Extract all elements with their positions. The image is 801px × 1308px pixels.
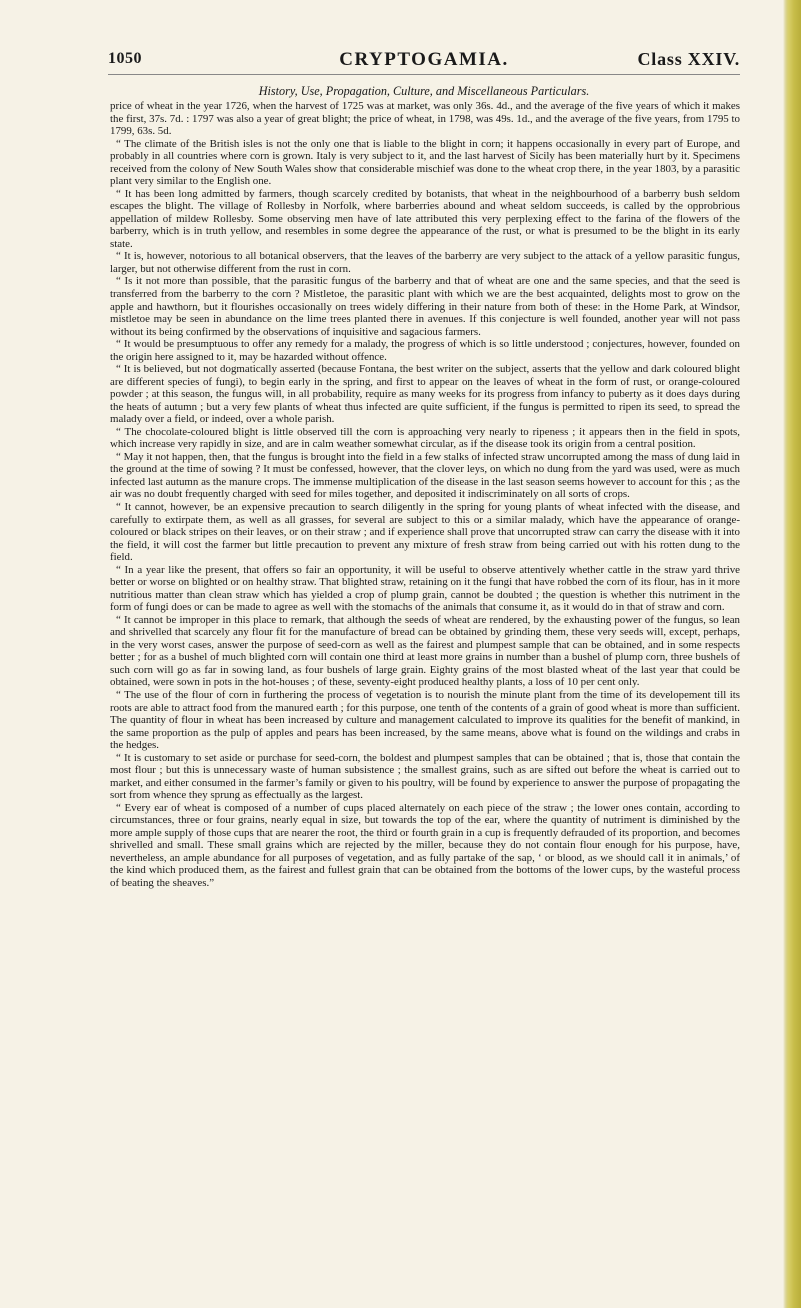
paragraph: “ It would be presumptuous to offer any remedy for a malady, the progress of which is so little understood ; conjectures, however, founded on the origin here assigned to it, may be hazarded without offence. xyxy=(110,338,740,363)
binding-edge xyxy=(783,0,801,1308)
paragraph: “ The climate of the British isles is not the only one that is liable to the blight in corn; it happens occasionally in every part of Europe, and probably in all countries where corn is grown. Italy is very subject to it, and the last harvest of Sicily has been materially hurt by it. Specimens received from the colony of New South Wales show that considerable mischief was done to the wheat crop there, in the year 1803, by a parasitic plant very similar to the English one. xyxy=(110,137,740,188)
paragraph: “ May it not happen, then, that the fungus is brought into the field in a few stalks of infected straw uncorrupted among the mass of dung laid in the ground at the time of sowing ? It must be confessed, however, that the clover leys, on which no dung from the yard was used, were as much infected last autumn as the manure crops. The immense multiplication of the disease in the last season seems however to account for this ; as the air was no doubt frequently charged with seed for miles together, and deposited it indiscriminately on all sorts of crops. xyxy=(110,450,740,501)
paragraph: “ It is believed, but not dogmatically asserted (because Fontana, the best writer on the subject, asserts that the yellow and dark coloured blight are different species of fungi), to begin early in the spring, and first to appear on the leaves of wheat in the form of rust, or orange-coloured powder ; at this season, the fungus will, in all probability, require as many weeks for its progress from infancy to puberty as it does days during the heats of autumn ; but a very few plants of wheat thus infected are quite sufficient, if the fungus is permitted to ripen its seed, to spread the malady over a field, or indeed, over a whole parish. xyxy=(110,363,740,426)
paragraph: “ The use of the flour of corn in furthering the process of vegetation is to nourish the minute plant from the time of its developement till its roots are able to attract food from the manured earth ; for this purpose, one tenth of the contents of a grain of good wheat is more than sufficient. The quantity of flour in wheat has been increased by culture and management calculated to improve its qualities for the benefit of mankind, in the same proportion as the pulp of apples and pears has been increased, by the same means, above what is found on the wildings and crabs in the hedges. xyxy=(110,688,740,752)
paragraph: “ Every ear of wheat is composed of a number of cups placed alternately on each piece of the straw ; the lower ones contain, according to circumstances, three or four grains, nearly equal in size, but towards the top of the ear, where the quantity of nutriment is diminished by the more ample supply of those cups that are nearer the root, the third or fourth grain in a cup is frequently defrauded of its proportion, and becomes shrivelled and small. These small grains which are rejected by the miller, because they do not contain flour enough for his purpose, have, nevertheless, an ample abundance for all purposes of vegetation, and as fully partake of the sap, ‘ or blood, as we should call it in animals,’ of the kind which produced them, as the fairest and fullest grain that can be obtained from the bottoms of the lower cups, by the wasteful process of beating the sheaves.” xyxy=(110,801,740,889)
class-label: Class XXIV. xyxy=(637,49,740,69)
paragraph: “ In a year like the present, that offers so fair an opportunity, it will be useful to observe attentively whether cattle in the straw yard thrive better or worse on blighted or on healthy straw. That blighted straw, retaining on it the fungi that have robbed the corn of its flour, has in it more nutritious matter than clean straw which has yielded a crop of plump grain, cannot be doubted ; the question is whether this nutriment in the form of fungi does or can be made to agree as well with the stomachs of the animals that consume it, as it would do in that of straw and corn. xyxy=(110,563,740,614)
paragraph: “ It is customary to set aside or purchase for seed-corn, the boldest and plumpest samples that can be obtained ; that is, those that contain the most flour ; but this is unnecessary waste of human subsistence ; the smallest grains, such as are sifted out before the wheat is carried out to market, and either consumed in the farmer’s family or given to his poultry, will be found by experience to answer the purpose of propagating the sort from whence they sprung as effectually as the largest. xyxy=(110,751,740,802)
running-title: CRYPTOGAMIA. xyxy=(339,49,509,70)
paragraph: “ Is it not more than possible, that the parasitic fungus of the barberry and that of wheat are one and the same species, and that the seed is transferred from the barberry to the corn ? Mistletoe, the parasitic plant with which we are the best acquainted, delights most to grow on the apple and hawthorn, but it flourishes occasionally on trees widely differing in their nature from both of these: in the Home Park, at Windsor, mistletoe may be seen in abundance on the lime trees planted there in avenues. If this conjecture is well founded, another year will not pass without its being confirmed by the observations of inquisitive and sagacious farmers. xyxy=(110,275,740,338)
paragraph: “ It cannot, however, be an expensive precaution to search diligently in the spring for young plants of wheat infected with the disease, and carefully to extirpate them, as well as all grasses, for several are subject to this or a similar malady, which have the appearance of orange-coloured or black stripes on their leaves, or on their straw ; and if experience shall prove that uncorrupted straw can carry the disease with it into the field, it will cost the farmer but little precaution to prevent any mixture of fresh straw from being carried out with his rotten dung to the field. xyxy=(110,501,740,564)
page-number: 1050 xyxy=(108,50,142,67)
section-heading: History, Use, Propagation, Culture, and Miscellaneous Particulars. xyxy=(258,84,590,98)
paragraph: “ It cannot be improper in this place to remark, that although the seeds of wheat are rendered, by the exhausting power of the fungus, so lean and shrivelled that scarcely any flour fit for the manufacture of bread can be obtained by grinding them, these very seeds will, except, perhaps, in the very worst cases, answer the purpose of seed-corn as well as the fairest and plumpest sample that can be obtained, and in some respects better ; for as a bushel of much blighted corn will contain one third at least more grains in number than a bushel of plump corn, three bushels of such corn will go as far in sowing land, as four bushels of large grain. Eighty grains of the most blasted wheat of the last year that could be obtained, were sown in pots in the hot-houses ; of these, seventy-eight produced healthy plants, a loss of 10 per cent only. xyxy=(110,613,740,689)
paragraph: “ It is, however, notorious to all botanical observers, that the leaves of the barberry are very subject to the attack of a yellow parasitic fungus, larger, but not otherwise different from the rust in corn. xyxy=(110,250,740,275)
paragraph: price of wheat in the year 1726, when the harvest of 1725 was at market, was only 36s. 4d., and the average of the five years of which it makes the first, 37s. 7d. : 1797 was also a year of great blight; the price of wheat, in 1798, was 49s. 1d., and the average of the five years, from 1795 to 1799, 63s. 5d. xyxy=(110,100,740,138)
body-text xyxy=(110,100,740,889)
paragraph: “ It has been long admitted by farmers, though scarcely credited by botanists, that wheat in the neighbourhood of a barberry bush seldom escapes the blight. The village of Rollesby in Norfolk, where barberries abound and wheat seldom succeeds, is called by the opprobrious appellation of mildew Rollesby. Some observing men have of late attributed this very perplexing effect to the farina of the flowers of the barberry, which is in truth yellow, and resembles in some degree the appearance of the rust, or what is presumed to be the blight in its early state. xyxy=(110,187,740,250)
header-rule xyxy=(108,74,740,75)
page-header xyxy=(108,48,740,70)
paragraph: “ The chocolate-coloured blight is little observed till the corn is approaching very nearly to ripeness ; it appears then in the field in spots, which increase very rapidly in size, and are in calm weather somewhat circular, as if the disease took its origin from a central position. xyxy=(110,425,740,451)
